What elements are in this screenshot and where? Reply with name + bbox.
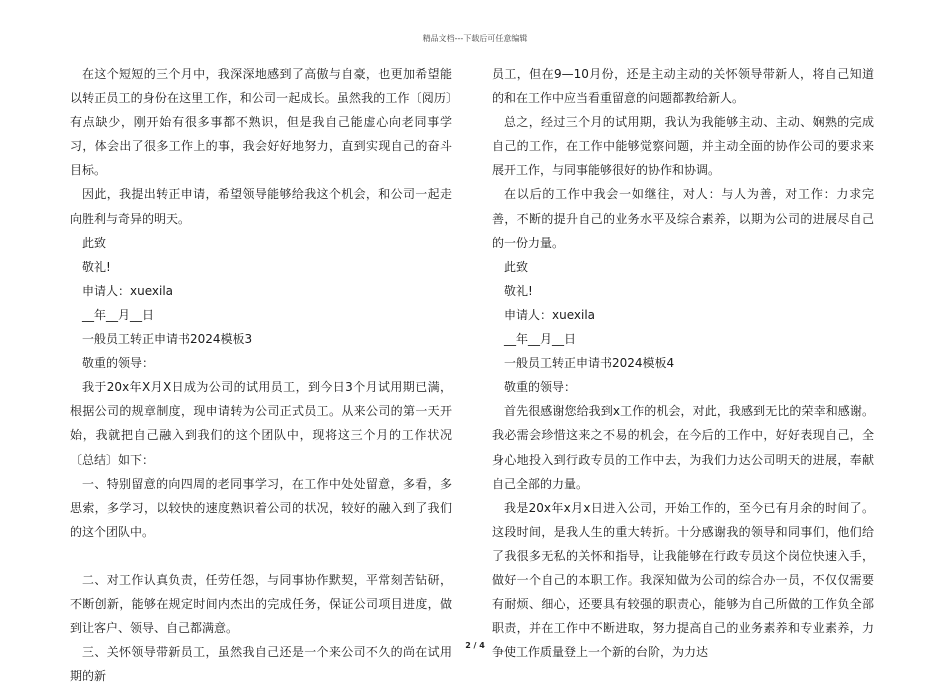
paragraph: 此致 xyxy=(504,259,529,274)
paragraph: 三、关怀领导带新员工，虽然我自己还是一个来公司不久的尚在试用期的新 xyxy=(70,645,452,684)
paragraph: 敬重的领导： xyxy=(82,356,155,371)
paragraph: 此致 xyxy=(82,235,107,250)
paragraph: 一、特别留意的向四周的老同事学习，在工作中处处留意，多看，多思索，多学习，以较快的速度熟识着公司的状况，较好的融入到了我们的这个团队中。 xyxy=(70,476,452,539)
paragraph: 敬礼! xyxy=(504,283,533,298)
page-number: 2 / 4 xyxy=(465,641,485,650)
paragraph: 一般员工转正申请书2024模板3 xyxy=(82,332,253,347)
paragraph: 我是20x年x月x日进入公司，开始工作的，至今已有月余的时间了。这段时间，是我人生的重大转折。十分感谢我的领导和同事们，他们给了我很多无私的关怀和指导，让我能够在行政专员这个岗位快速入手，做好一个自己的本职工作。我深知做为公司的综合办一员，不仅仅需要有耐烦、细心，还要具有较强的职责心，能够为自己所做的工作负全部职责，并在工作中不断进取，努力提高自己的业务素养和专业素养，力争使工作质量登上一个新的台阶，为力达 xyxy=(492,500,874,660)
paragraph: 在以后的工作中我会一如继往，对人：与人为善，对工作：力求完善，不断的提升自己的业务水平及综合素养，以期为公司的进展尽自己的一份力量。 xyxy=(492,187,874,250)
paragraph: __年__月__日 xyxy=(82,307,155,322)
paragraph: 二、对工作认真负责，任劳任怨，与同事协作默契，平常刻苦钻研，不断创新，能够在规定时间内杰出的完成任务，保证公司项目进度，做到让客户、领导、自己都满意。 xyxy=(70,572,452,636)
page-header: 精品文档---下载后可任意编辑 xyxy=(422,34,528,43)
paragraph: 申请人：xuexila xyxy=(504,307,596,322)
paragraph xyxy=(70,544,452,568)
paragraph: 总之，经过三个月的试用期，我认为我能够主动、主动、娴熟的完成自己的工作，在工作中能够觉察问题，并主动全面的协作公司的要求来展开工作，与同事能够很好的协作和协调。 xyxy=(492,115,874,178)
paragraph: 一般员工转正申请书2024模板4 xyxy=(504,356,675,371)
paragraph: 首先很感谢您给我到x工作的机会，对此，我感到无比的荣幸和感谢。我必需会珍惜这来之不易的机会，在今后的工作中，好好表现自己，全身心地投入到行政专员的工作中去，为我们力达公司明天的进展，奉献自己全部的力量。 xyxy=(492,404,874,491)
paragraph: 申请人：xuexila xyxy=(82,283,174,298)
paragraph: 员工，但在9—10月份，还是主动主动的关怀领导带新人，将自己知道的和在工作中应当看重留意的问题都教给新人。 xyxy=(492,67,874,106)
paragraph: 在这个短短的三个月中，我深深地感到了高傲与自豪，也更加希望能以转正员工的身份在这里工作，和公司一起成长。虽然我的工作〔阅历〕有点缺少，刚开始有很多事都不熟识，但是我自己能虚心向老同事学习，体会出了很多工作上的事，我会好好地努力，直到实现自己的奋斗目标。 xyxy=(70,67,452,178)
paragraph: 敬礼! xyxy=(82,259,111,274)
right-column xyxy=(492,62,874,664)
paragraph: __年__月__日 xyxy=(504,332,577,347)
paragraph: 因此，我提出转正申请，希望领导能够给我这个机会，和公司一起走向胜利与奇异的明天。 xyxy=(70,187,452,226)
paragraph: 敬重的领导： xyxy=(504,380,577,395)
left-column xyxy=(70,62,452,688)
paragraph: 我于20x年X月X日成为公司的试用员工，到今日3个月试用期已满，根据公司的规章制度，现申请转为公司正式员工。从来公司的第一天开始，我就把自己融入到我们的这个团队中，现将这三个月的工作状况〔总结〕如下： xyxy=(70,380,452,467)
